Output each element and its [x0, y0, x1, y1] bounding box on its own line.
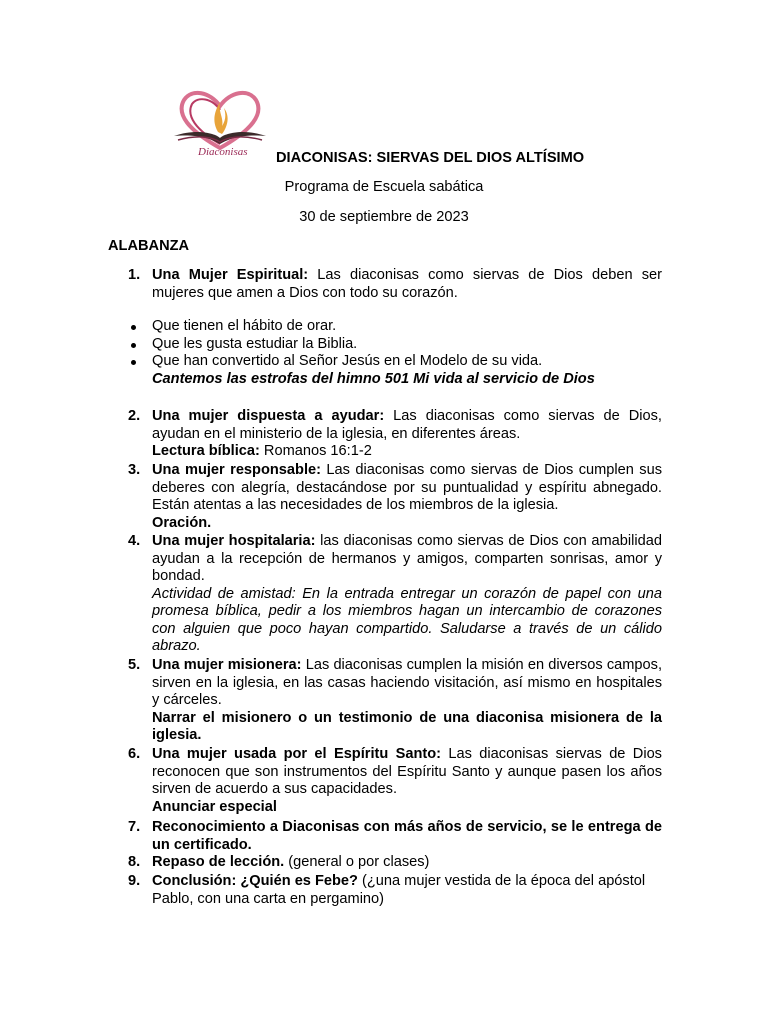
list-item-4 [128, 533, 662, 656]
prayer-note: Oración. [152, 514, 212, 531]
bullet-list [128, 318, 668, 388]
item-heading: Reconocimiento a Diaconisas con más años de servicio, se le entrega de un certificado. [152, 819, 662, 853]
list-item-5 [128, 657, 662, 745]
logo-caption: Diaconisas [198, 146, 248, 158]
item-number: 9. [128, 873, 141, 889]
bullet-icon [131, 343, 136, 348]
item-number: 7. [128, 819, 141, 835]
item-text: (general o por clases) [284, 854, 430, 870]
missionary-note: Narrar el misionero o un testimonio de una diaconisa misionera de la iglesia. [152, 709, 662, 743]
item-heading: Una mujer dispuesta a ayudar: [152, 408, 385, 424]
item-text: Las diaconisas siervas de Dios reconocen que son instrumentos del Espíritu Santo y aunque pasen los años sirven de acuerdo a sus capacidades. [152, 746, 662, 797]
list-item: Que han convertido al Señor Jesús en el Modelo de su vida. [128, 353, 668, 371]
list-item-8 [128, 854, 662, 872]
item-number: 2. [128, 408, 141, 424]
item-heading: Una mujer hospitalaria: [152, 533, 316, 549]
item-number: 6. [128, 746, 141, 762]
list-item-2 [128, 408, 662, 461]
item-heading: Una mujer usada por el Espíritu Santo: [152, 746, 442, 762]
bullet-icon [131, 325, 136, 330]
item-text: (¿una mujer vestida de la época del apóstol Pablo, con una carta en pergamino) [152, 873, 646, 907]
list-item-9 [128, 873, 662, 908]
diaconisas-logo [168, 86, 272, 162]
item-number: 3. [128, 462, 141, 478]
item-heading: Conclusión: ¿Quién es Febe? [152, 873, 358, 889]
item-heading: Repaso de lección. [152, 854, 285, 870]
item-text: Las diaconisas cumplen la misión en diversos campos, sirven en la iglesia, en las casas haciendo visitación, así mismo en hospitales y cárceles. [152, 657, 662, 708]
list-item: Que tienen el hábito de orar. [128, 318, 668, 336]
bullet-icon [131, 360, 136, 365]
item-number: 1. [128, 267, 141, 283]
list-item-7 [128, 819, 662, 854]
item-heading: Una mujer misionera: [152, 657, 302, 673]
reading-label: Lectura bíblica: [152, 443, 260, 459]
activity-note: Actividad de amistad: En la entrada entregar un corazón de papel con una promesa bíblica, pedir a los miembros hagan un intercambio de corazones con alguien que poco hayan compartido. Saludarse a través de un cálido abrazo. [152, 585, 662, 654]
item-number: 8. [128, 854, 141, 870]
item-text: Las diaconisas como siervas de Dios, ayudan en el ministerio de la iglesia, en diferentes áreas. [152, 408, 662, 442]
list-item-3 [128, 462, 662, 532]
program-date: 30 de septiembre de 2023 [299, 209, 469, 225]
list-item-6 [128, 746, 662, 816]
section-title: ALABANZA [108, 238, 190, 254]
program-subtitle: Programa de Escuela sabática [284, 179, 484, 195]
item-number: 4. [128, 533, 141, 549]
item-text: Las diaconisas como siervas de Dios deben ser mujeres que amen a Dios con todo su corazón. [152, 267, 662, 301]
special-note: Anunciar especial [152, 798, 277, 815]
item-text: las diaconisas como siervas de Dios con amabilidad ayudan a la recepción de hermanos y amigos, comparten sonrisas, amor y bondad. [152, 533, 662, 584]
hymn-note: Cantemos las estrofas del himno 501 Mi vida al servicio de Dios [152, 370, 595, 387]
list-item: Que les gusta estudiar la Biblia. [128, 336, 668, 354]
list-item-1 [128, 267, 662, 302]
page-title: DIACONISAS: SIERVAS DEL DIOS ALTÍSIMO [276, 150, 585, 166]
item-heading: Una Mujer Espiritual: [152, 267, 309, 283]
item-text: Las diaconisas como siervas de Dios cumplen sus deberes con alegría, destacándose por su puntualidad y espíritu abnegado. Están atentas a las necesidades de los miembros de la iglesia. [152, 462, 662, 513]
item-heading: Una mujer responsable: [152, 462, 321, 478]
reading-reference: Romanos 16:1-2 [259, 443, 372, 459]
item-number: 5. [128, 657, 141, 673]
